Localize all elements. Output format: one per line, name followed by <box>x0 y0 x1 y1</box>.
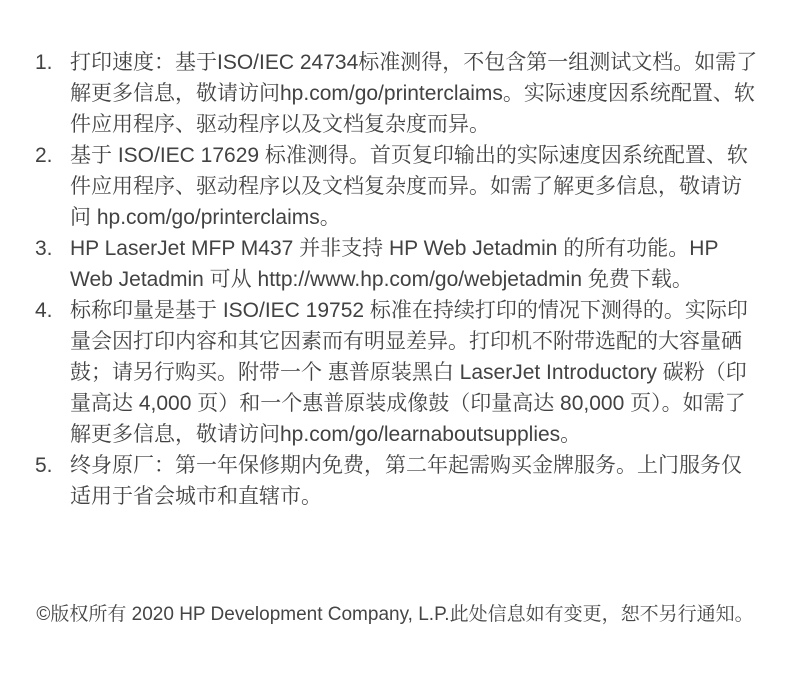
footnote-text: HP LaserJet MFP M437 并非支持 HP Web Jetadmin 的所有功能。HP Web Jetadmin 可从 http://www.hp.com/go/webjetadmin 免费下载。 <box>70 237 719 291</box>
footnote-number: 3. <box>35 237 53 260</box>
footnote-number: 1. <box>35 51 53 74</box>
copyright-line: ©版权所有 2020 HP Development Company, L.P.此处信息如有变更，恕不另行通知。 <box>36 604 754 625</box>
footnote-number: 5. <box>35 454 53 477</box>
footnote-number: 4. <box>35 299 53 322</box>
footnote-text: 终身原厂：第一年保修期内免费，第二年起需购买金牌服务。上门服务仅适用于省会城市和直辖市。 <box>70 454 742 508</box>
footnote-text: 基于 ISO/IEC 17629 标准测得。首页复印输出的实际速度因系统配置、软件应用程序、驱动程序以及文档复杂度而异。如需了解更多信息，敬请访问 hp.com/go/printerclaims。 <box>70 144 748 229</box>
footnote-text: 打印速度：基于ISO/IEC 24734标准测得，不包含第一组测试文档。如需了解更多信息，敬请访问hp.com/go/printerclaims。实际速度因系统配置、软件应用程序、驱动程序以及文档复杂度而异。 <box>70 51 758 136</box>
footnote-text: 标称印量是基于 ISO/IEC 19752 标准在持续打印的情况下测得的。实际印量会因打印内容和其它因素而有明显差异。打印机不附带选配的大容量硒鼓；请另行购买。附带一个 惠普原装黑白 LaserJet Introductory 碳粉（印量高达 4,000 页）和一个惠普原装成像鼓（印量高达 80,000 页）。如需了解更多信息，敬请访问hp.com/go/learnaboutsupplies。 <box>70 299 748 446</box>
footnotes-list <box>35 47 758 512</box>
footnote-item-3 <box>35 233 758 295</box>
footnote-number: 2. <box>35 144 53 167</box>
footnote-item-1 <box>35 47 758 140</box>
footnote-item-4 <box>35 295 758 450</box>
footnote-item-5 <box>35 450 758 512</box>
footnote-item-2 <box>35 140 758 233</box>
